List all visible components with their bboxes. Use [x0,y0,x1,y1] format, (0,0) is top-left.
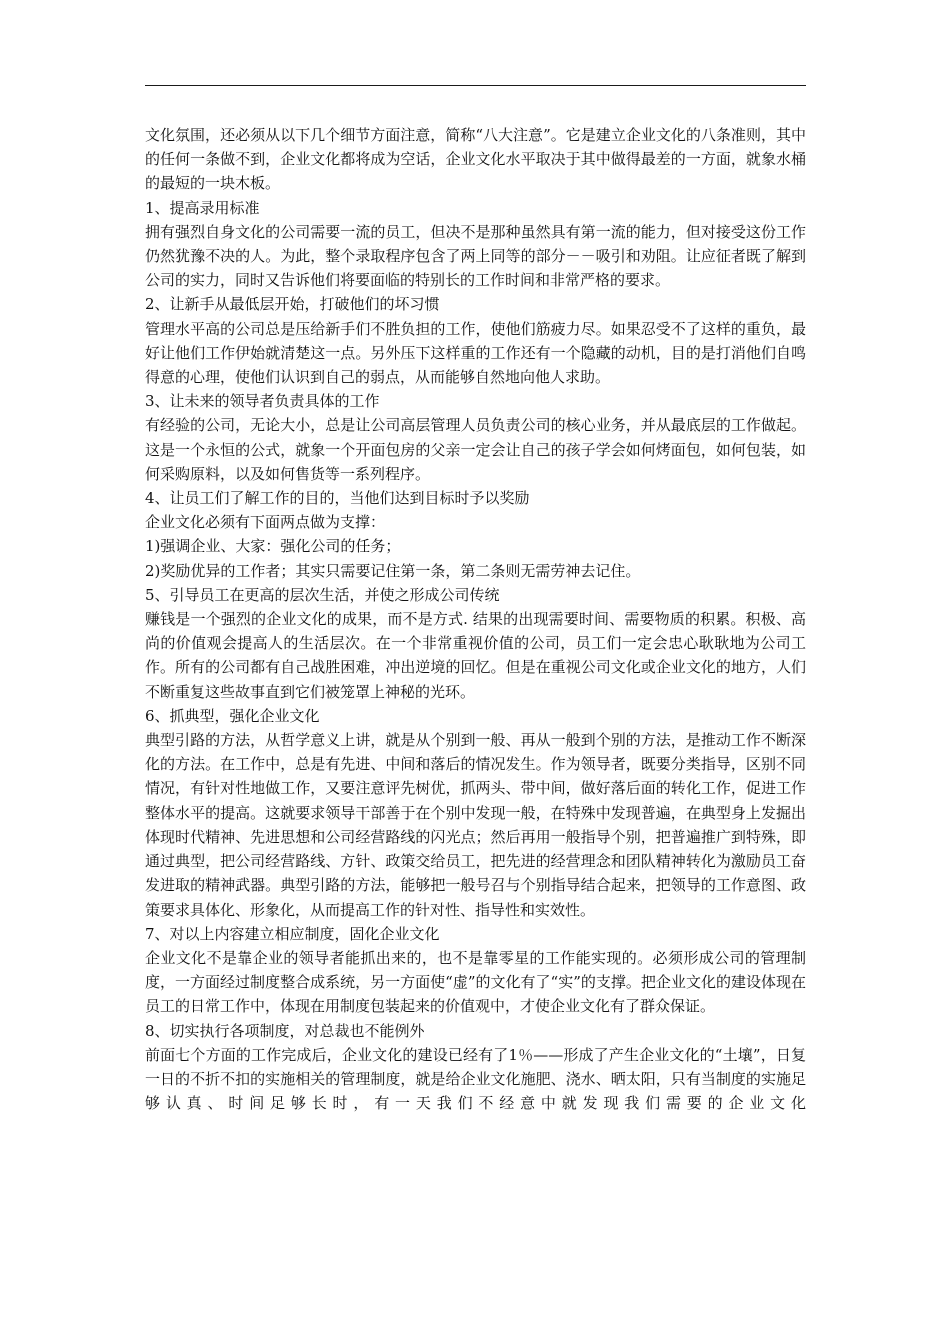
section-heading: 5、引导员工在更高的层次生活，并使之形成公司传统 [145,585,500,604]
body-paragraph: 有经验的公司，无论大小，总是让公司高层管理人员负责公司的核心业务，并从最底层的工作做起。这是一个永恒的公式，就象一个开面包房的父亲一定会让自己的孩子学会如何烤面包，如何包装，如何采购原料，以及如何售货等一系列程序。 [145,416,806,483]
document-body [145,123,806,1115]
body-paragraph: 拥有强烈自身文化的公司需要一流的员工，但决不是那种虽然具有第一流的能力，但对接受这份工作仍然犹豫不决的人。为此，整个录取程序包含了两上同等的部分－－吸引和劝阻。让应征者既了解到公司的实力，同时又告诉他们将要面临的特别长的工作时间和非常严格的要求。 [145,222,806,290]
body-paragraph: 前面七个方面的工作完成后，企业文化的建设已经有了1％——形成了产生企业文化的“土壤”，日复一日的不折不扣的实施相关的管理制度，就是给企业文化施肥、浇水、晒太阳，只有当制度的实施足够认真、时间足够长时，有一天我们不经意中就发现我们需要的企业文化 [145,1045,806,1113]
section-heading: 7、对以上内容建立相应制度，固化企业文化 [145,924,440,943]
section-heading: 3、让未来的领导者负责具体的工作 [145,392,380,411]
body-paragraph: 企业文化不是靠企业的领导者能抓出来的，也不是靠零星的工作能实现的。必须形成公司的管理制度，一方面经过制度整合成系统，另一方面使“虚”的文化有了“实”的支撑。把企业文化的建设体现在员工的日常工作中，体现在用制度包装起来的价值观中，才使企业文化有了群众保证。 [145,948,806,1016]
section-heading: 企业文化必须有下面两点做为支撑： [145,513,386,532]
section-heading: 1、提高录用标准 [145,198,260,217]
body-paragraph: 管理水平高的公司总是压给新手们不胜负担的工作，使他们筋疲力尽。如果忍受不了这样的重负，最好让他们工作伊始就清楚这一点。另外压下这样重的工作还有一个隐藏的动机，目的是打消他们自鸣得意的心理，使他们认识到自己的弱点，从而能够自然地向他人求助。 [145,319,806,387]
body-paragraph: 典型引路的方法，从哲学意义上讲，就是从个别到一般、再从一般到个别的方法，是推动工作不断深化的方法。在工作中，总是有先进、中间和落后的情况发生。作为领导者，既要分类指导，区别不同情况，有针对性地做工作，又要注意评先树优，抓两头、带中间，做好落后面的转化工作，促进工作整体水平的提高。这就要求领导干部善于在个别中发现一般，在特殊中发现普遍，在典型身上发掘出体现时代精神、先进思想和公司经营路线的闪光点；然后再用一般指导个别，把普遍推广到特殊，即通过典型，把公司经营路线、方针、政策交给员工，把先进的经营理念和团队精神转化为激励员工奋发进取的精神武器。典型引路的方法，能够把一般号召与个别指导结合起来，把领导的工作意图、政策要求具体化、形象化，从而提高工作的针对性、指导性和实效性。 [145,731,806,919]
section-heading: 1)强调企业、大家：强化公司的任务； [145,537,401,556]
body-paragraph: 文化氛围，还必须从以下几个细节方面注意，简称“八大注意”。它是建立企业文化的八条准则，其中的任何一条做不到，企业文化都将成为空话，企业文化水平取决于其中做得最差的一方面，就象水桶的最短的一块木板。 [145,126,806,193]
section-heading: 8、切实执行各项制度，对总裁也不能例外 [145,1021,425,1040]
section-heading: 4、让员工们了解工作的目的，当他们达到目标时予以奖励 [145,489,530,508]
section-heading: 2)奖励优异的工作者；其实只需要记住第一条，第二条则无需劳神去记住。 [145,561,641,580]
section-heading: 6、抓典型，强化企业文化 [145,706,320,725]
section-heading: 2、让新手从最低层开始，打破他们的坏习惯 [145,295,440,314]
header-rule [145,85,806,86]
body-paragraph: 赚钱是一个强烈的企业文化的成果，而不是方式. 结果的出现需要时间、需要物质的积累。积极、高尚的价值观会提高人的生活层次。在一个非常重视价值的公司，员工们一定会忠心耿耿地为公司工作。所有的公司都有自己战胜困难，冲出逆境的回忆。但是在重视公司文化或企业文化的地方，人们不断重复这些故事直到它们被笼罩上神秘的光环。 [145,610,806,701]
